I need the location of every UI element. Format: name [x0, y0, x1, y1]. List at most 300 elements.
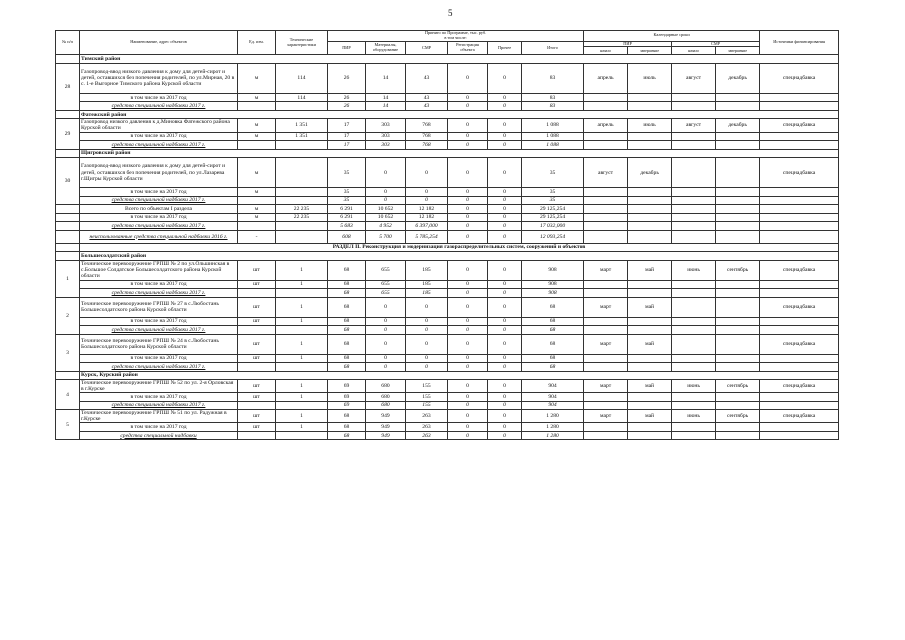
- cell-materials: 303: [366, 132, 406, 141]
- table-row: [56, 363, 839, 372]
- header-incl-text: в том числе:: [444, 34, 467, 40]
- cell-other: 0: [488, 410, 522, 423]
- cell-tech: [276, 230, 328, 243]
- cell-pir-start: март: [584, 260, 628, 280]
- cell-empty: [716, 141, 760, 150]
- cell-empty: [760, 102, 839, 111]
- cell-pir-end: май: [628, 260, 672, 280]
- cell-materials: 14: [366, 102, 406, 111]
- cell-smr: 0: [406, 317, 448, 326]
- header-materials: Материалы, оборудование: [366, 41, 406, 55]
- cell-empty: [584, 363, 628, 372]
- cell-total: 1 280: [522, 410, 584, 423]
- cell-total: 35: [522, 188, 584, 197]
- cell-tech: 1: [276, 423, 328, 432]
- cell-smr: 0: [406, 188, 448, 197]
- cell-pir: 35: [328, 196, 366, 205]
- cell-empty: [56, 222, 80, 231]
- cell-materials: 680: [366, 380, 406, 393]
- cell-registration: 0: [448, 393, 488, 402]
- cell-pir: 17: [328, 141, 366, 150]
- cell-pir: 608: [328, 230, 366, 243]
- table-row: [56, 119, 839, 132]
- cell-pir-start: март: [584, 334, 628, 354]
- object-name: Техническое перевооружение ГРПШ № 2 по ул.Ольшинская в с.Большое Солдатское Большесолдатского района Курской области: [80, 260, 238, 280]
- cell-tech: 114: [276, 93, 328, 102]
- page-number: 5: [448, 8, 453, 18]
- cell-smr: 12 182: [406, 213, 448, 222]
- cell-other: 0: [488, 213, 522, 222]
- header-tech: Технические характеристики: [276, 31, 328, 55]
- cell-pir: 26: [328, 93, 366, 102]
- cell-smr: 43: [406, 102, 448, 111]
- cell-source: спецнадбавка: [760, 334, 839, 354]
- table-row: [56, 205, 839, 214]
- cell-unit: м: [238, 158, 276, 188]
- cell-tech: [276, 326, 328, 335]
- cell-other: 0: [488, 141, 522, 150]
- cell-smr: 43: [406, 93, 448, 102]
- cell-materials: 10 652: [366, 213, 406, 222]
- header-cal-smr: СМР: [672, 41, 760, 47]
- cell-pir-start: апрель: [584, 63, 628, 93]
- cell-smr-end: [716, 158, 760, 188]
- source-row-title: средства специальной надбавки 2017 г.: [80, 289, 238, 298]
- cell-smr-end: сентябрь: [716, 260, 760, 280]
- cell-pir: 68: [328, 410, 366, 423]
- cell-smr: 43: [406, 63, 448, 93]
- table-row: [56, 393, 839, 402]
- cell-other: 0: [488, 196, 522, 205]
- header-cal-pir: ПИР: [584, 41, 672, 47]
- cell-pir-start: март: [584, 410, 628, 423]
- cell-registration: 0: [448, 93, 488, 102]
- cell-pir: 68: [328, 297, 366, 317]
- cell-total: 68: [522, 354, 584, 363]
- section-title: Фатежский район: [80, 110, 839, 119]
- cell-other: 0: [488, 289, 522, 298]
- cell-tech: [276, 188, 328, 197]
- table-row: [56, 110, 839, 119]
- cell-tech: [276, 363, 328, 372]
- cell-empty: [56, 243, 80, 252]
- cell-registration: 0: [448, 213, 488, 222]
- source-row-title: средства специальной надбавки 2017 г.: [80, 141, 238, 150]
- cell-materials: 949: [366, 410, 406, 423]
- cell-empty: [716, 222, 760, 231]
- cell-pir: 26: [328, 102, 366, 111]
- cell-other: 0: [488, 132, 522, 141]
- cell-empty: [672, 141, 716, 150]
- section-title: РАЗДЕЛ II. Реконструкция и модернизация газораспределительных систем, сооружений и объектов: [80, 243, 839, 252]
- source-row-title: средства специальной надбавки 2017 г.: [80, 102, 238, 111]
- section-title: Большесолдатский район: [80, 252, 839, 261]
- cell-materials: 949: [366, 431, 406, 440]
- cell-unit: [238, 196, 276, 205]
- cell-registration: 0: [448, 132, 488, 141]
- cell-tech: 22 235: [276, 213, 328, 222]
- cell-tech: [276, 222, 328, 231]
- header-pir: ПИР: [328, 41, 366, 55]
- cell-empty: [56, 110, 80, 119]
- cell-pir: 68: [328, 326, 366, 335]
- cell-tech: 1: [276, 354, 328, 363]
- cell-empty: [716, 230, 760, 243]
- cell-materials: 14: [366, 63, 406, 93]
- cell-empty: [672, 393, 716, 402]
- table-row: [56, 280, 839, 289]
- cell-pir-start: март: [584, 380, 628, 393]
- cell-smr-start: август: [672, 63, 716, 93]
- cell-materials: 0: [366, 354, 406, 363]
- cell-materials: 303: [366, 119, 406, 132]
- cell-pir-end: май: [628, 334, 672, 354]
- cell-smr-start: июнь: [672, 410, 716, 423]
- cell-tech: 1: [276, 297, 328, 317]
- cell-total: 904: [522, 401, 584, 410]
- cell-materials: 0: [366, 196, 406, 205]
- cell-total: 83: [522, 63, 584, 93]
- program-table: [55, 30, 839, 440]
- cell-smr-start: [672, 158, 716, 188]
- cell-total: 29 125,254: [522, 205, 584, 214]
- cell-empty: [716, 431, 760, 440]
- cell-registration: 0: [448, 326, 488, 335]
- cell-empty: [628, 289, 672, 298]
- cell-unit: [238, 363, 276, 372]
- year-row-title: в том числе на 2017 год: [80, 188, 238, 197]
- cell-empty: [760, 196, 839, 205]
- source-row-title: средства специальной надбавки 2017 г.: [80, 326, 238, 335]
- cell-tech: [276, 102, 328, 111]
- cell-empty: [628, 132, 672, 141]
- cell-smr: 155: [406, 393, 448, 402]
- cell-empty: [56, 55, 80, 64]
- cell-empty: [628, 188, 672, 197]
- cell-empty: [716, 423, 760, 432]
- cell-unit: м: [238, 213, 276, 222]
- table-row: [56, 141, 839, 150]
- cell-empty: [716, 354, 760, 363]
- cell-empty: [716, 280, 760, 289]
- cell-smr: 185: [406, 280, 448, 289]
- cell-empty: [584, 132, 628, 141]
- cell-tech: [276, 431, 328, 440]
- cell-total: 908: [522, 260, 584, 280]
- cell-other: 0: [488, 317, 522, 326]
- cell-unit: шт: [238, 380, 276, 393]
- cell-empty: [760, 230, 839, 243]
- cell-total: 12 093,254: [522, 230, 584, 243]
- cell-registration: 0: [448, 410, 488, 423]
- source-row-title: неиспользованные средства специальной надбавки 2016 г.: [80, 230, 238, 243]
- cell-other: 0: [488, 423, 522, 432]
- cell-empty: [760, 431, 839, 440]
- section-title: Курск, Курский район: [80, 371, 839, 380]
- cell-smr: 263: [406, 431, 448, 440]
- cell-empty: [760, 289, 839, 298]
- cell-smr: 263: [406, 410, 448, 423]
- cell-smr: 185: [406, 289, 448, 298]
- cell-empty: [56, 213, 80, 222]
- cell-empty: [716, 102, 760, 111]
- cell-empty: [672, 289, 716, 298]
- cell-tech: 1: [276, 393, 328, 402]
- cell-other: 0: [488, 205, 522, 214]
- cell-materials: 0: [366, 326, 406, 335]
- cell-empty: [56, 252, 80, 261]
- cell-total: 1 280: [522, 431, 584, 440]
- cell-unit: шт: [238, 354, 276, 363]
- cell-empty: [584, 354, 628, 363]
- cell-tech: 114: [276, 63, 328, 93]
- table-row: [56, 93, 839, 102]
- cell-pir: 6 291: [328, 205, 366, 214]
- cell-unit: [238, 431, 276, 440]
- cell-materials: 655: [366, 260, 406, 280]
- cell-total: 17 032,000: [522, 222, 584, 231]
- cell-other: 0: [488, 401, 522, 410]
- table-row: [56, 132, 839, 141]
- cell-empty: [672, 317, 716, 326]
- cell-smr: 0: [406, 354, 448, 363]
- cell-empty: [760, 423, 839, 432]
- cell-empty: [584, 423, 628, 432]
- cell-empty: [760, 401, 839, 410]
- cell-smr: 185: [406, 260, 448, 280]
- cell-total: 68: [522, 326, 584, 335]
- source-row-title: средства специальной надбавки 2017 г.: [80, 222, 238, 231]
- cell-empty: [584, 222, 628, 231]
- cell-materials: 680: [366, 393, 406, 402]
- cell-total: 1 088: [522, 119, 584, 132]
- cell-empty: [672, 188, 716, 197]
- cell-unit: шт: [238, 317, 276, 326]
- year-row-title: в том числе на 2017 год: [80, 93, 238, 102]
- cell-empty: [672, 280, 716, 289]
- cell-total: 908: [522, 280, 584, 289]
- cell-pir: 68: [328, 423, 366, 432]
- cell-empty: [716, 326, 760, 335]
- cell-pir-start: март: [584, 297, 628, 317]
- year-row-title: в том числе на 2017 год: [80, 354, 238, 363]
- cell-unit: [238, 222, 276, 231]
- cell-registration: 0: [448, 230, 488, 243]
- cell-empty: [628, 423, 672, 432]
- cell-pir: 68: [328, 431, 366, 440]
- source-row-title: средства специальной надбавки 2017 г.: [80, 401, 238, 410]
- cell-pir: 68: [328, 289, 366, 298]
- cell-empty: [56, 205, 80, 214]
- cell-smr: 5 785,254: [406, 230, 448, 243]
- cell-smr-start: август: [672, 119, 716, 132]
- cell-total: 904: [522, 380, 584, 393]
- cell-empty: [760, 93, 839, 102]
- cell-tech: [276, 289, 328, 298]
- cell-other: 0: [488, 63, 522, 93]
- cell-empty: [672, 222, 716, 231]
- cell-smr-end: декабрь: [716, 119, 760, 132]
- cell-registration: 0: [448, 401, 488, 410]
- cell-empty: [760, 188, 839, 197]
- cell-materials: 0: [366, 363, 406, 372]
- table-row: [56, 188, 839, 197]
- object-name: Техническое перевооружение ГРПШ № 27 в с.Любостань Большесолдатского района Курской области: [80, 297, 238, 317]
- cell-unit: м: [238, 132, 276, 141]
- cell-source: спецнадбавка: [760, 297, 839, 317]
- cell-unit: [238, 141, 276, 150]
- cell-tech: 1 351: [276, 132, 328, 141]
- cell-materials: 14: [366, 93, 406, 102]
- source-row-title: средства специальной надбавки 2017 г.: [80, 363, 238, 372]
- cell-empty: [628, 93, 672, 102]
- table-row: [56, 243, 839, 252]
- cell-pir-end: июль: [628, 63, 672, 93]
- cell-empty: [672, 93, 716, 102]
- table-row: [56, 213, 839, 222]
- cell-unit: м: [238, 93, 276, 102]
- table-row: [56, 260, 839, 280]
- object-name: Газопровод низкого давления к д.Миновка Фатежского района Курской области: [80, 119, 238, 132]
- cell-registration: 0: [448, 63, 488, 93]
- cell-empty: [628, 196, 672, 205]
- cell-empty: [760, 141, 839, 150]
- cell-pir: 35: [328, 158, 366, 188]
- cell-smr: 0: [406, 334, 448, 354]
- cell-other: 0: [488, 393, 522, 402]
- table-row: [56, 380, 839, 393]
- row-number: 29: [56, 119, 80, 149]
- cell-empty: [56, 230, 80, 243]
- row-number: 28: [56, 63, 80, 110]
- header-accepted: [328, 31, 584, 42]
- table-row: [56, 158, 839, 188]
- cell-registration: 0: [448, 289, 488, 298]
- table-row: [56, 401, 839, 410]
- cell-empty: [584, 431, 628, 440]
- cell-unit: [238, 289, 276, 298]
- object-name: Техническое перевооружение ГРПШ № 24 в с.Любостань Большесолдатского района Курской области: [80, 334, 238, 354]
- cell-total: 1 088: [522, 132, 584, 141]
- cell-smr-end: сентябрь: [716, 410, 760, 423]
- cell-pir: 68: [328, 354, 366, 363]
- cell-empty: [672, 431, 716, 440]
- cell-empty: [628, 354, 672, 363]
- cell-materials: 303: [366, 141, 406, 150]
- cell-tech: [276, 158, 328, 188]
- cell-other: 0: [488, 119, 522, 132]
- cell-unit: шт: [238, 297, 276, 317]
- cell-smr: 0: [406, 196, 448, 205]
- cell-other: 0: [488, 260, 522, 280]
- header-accepted-text: Принято по Программе, тыс. руб.: [424, 30, 487, 35]
- cell-pir: 26: [328, 63, 366, 93]
- cell-tech: 1: [276, 334, 328, 354]
- object-name: Газопровод-ввод низкого давления к дому для детей-сирот и детей, оставшихся без попечения родителей, по ул.Мирная, 20 в с. 1-е Выгорное Тимского района Курской области: [80, 63, 238, 93]
- cell-unit: шт: [238, 260, 276, 280]
- cell-smr-start: июнь: [672, 380, 716, 393]
- cell-empty: [628, 280, 672, 289]
- year-row-title: в том числе на 2017 год: [80, 132, 238, 141]
- cell-tech: 1 351: [276, 119, 328, 132]
- cell-empty: [584, 280, 628, 289]
- cell-materials: 680: [366, 401, 406, 410]
- row-number: 1: [56, 260, 80, 297]
- header-calendar: Календарные сроки: [584, 31, 760, 42]
- cell-smr: 768: [406, 119, 448, 132]
- cell-other: 0: [488, 380, 522, 393]
- cell-empty: [672, 230, 716, 243]
- cell-registration: 0: [448, 205, 488, 214]
- cell-empty: [584, 401, 628, 410]
- source-row-title: средства специальной надбавки 2017 г.: [80, 196, 238, 205]
- cell-empty: [760, 363, 839, 372]
- cell-unit: шт: [238, 334, 276, 354]
- source-row-title: средства специальной надбавки: [80, 431, 238, 440]
- cell-smr: 768: [406, 132, 448, 141]
- cell-smr-end: [716, 334, 760, 354]
- cell-empty: [716, 132, 760, 141]
- cell-smr: 12 182: [406, 205, 448, 214]
- cell-empty: [56, 371, 80, 380]
- cell-other: 0: [488, 334, 522, 354]
- cell-empty: [628, 213, 672, 222]
- cell-registration: 0: [448, 141, 488, 150]
- cell-total: 35: [522, 158, 584, 188]
- cell-empty: [628, 431, 672, 440]
- cell-empty: [584, 141, 628, 150]
- cell-materials: 0: [366, 297, 406, 317]
- cell-empty: [760, 326, 839, 335]
- table-row: [56, 222, 839, 231]
- cell-registration: 0: [448, 363, 488, 372]
- cell-empty: [672, 213, 716, 222]
- table-row: [56, 289, 839, 298]
- cell-pir-end: май: [628, 380, 672, 393]
- cell-smr: 0: [406, 297, 448, 317]
- cell-empty: [716, 93, 760, 102]
- cell-smr-start: [672, 297, 716, 317]
- cell-empty: [716, 317, 760, 326]
- cell-pir: 68: [328, 317, 366, 326]
- cell-unit: [238, 326, 276, 335]
- cell-empty: [628, 230, 672, 243]
- cell-registration: 0: [448, 102, 488, 111]
- cell-unit: шт: [238, 393, 276, 402]
- cell-total: 68: [522, 363, 584, 372]
- object-name: Техническое перевооружение ГРПШ № 51 по ул. Радужная в г.Курске: [80, 410, 238, 423]
- cell-source: спецнадбавка: [760, 119, 839, 132]
- cell-materials: 0: [366, 317, 406, 326]
- cell-tech: 1: [276, 317, 328, 326]
- cell-empty: [56, 149, 80, 158]
- cell-total: 1 088: [522, 141, 584, 150]
- table-row: [56, 149, 839, 158]
- cell-pir: 68: [328, 363, 366, 372]
- cell-unit: м: [238, 119, 276, 132]
- cell-other: 0: [488, 354, 522, 363]
- cell-registration: 0: [448, 297, 488, 317]
- cell-empty: [628, 141, 672, 150]
- cell-smr: 0: [406, 158, 448, 188]
- cell-registration: 0: [448, 354, 488, 363]
- object-name: Техническое перевооружение ГРПШ № 52 по ул. 2-я Орловская в г.Курске: [80, 380, 238, 393]
- row-number: 2: [56, 297, 80, 334]
- cell-pir-start: апрель: [584, 119, 628, 132]
- cell-empty: [672, 326, 716, 335]
- cell-pir: 69: [328, 393, 366, 402]
- cell-smr: 155: [406, 380, 448, 393]
